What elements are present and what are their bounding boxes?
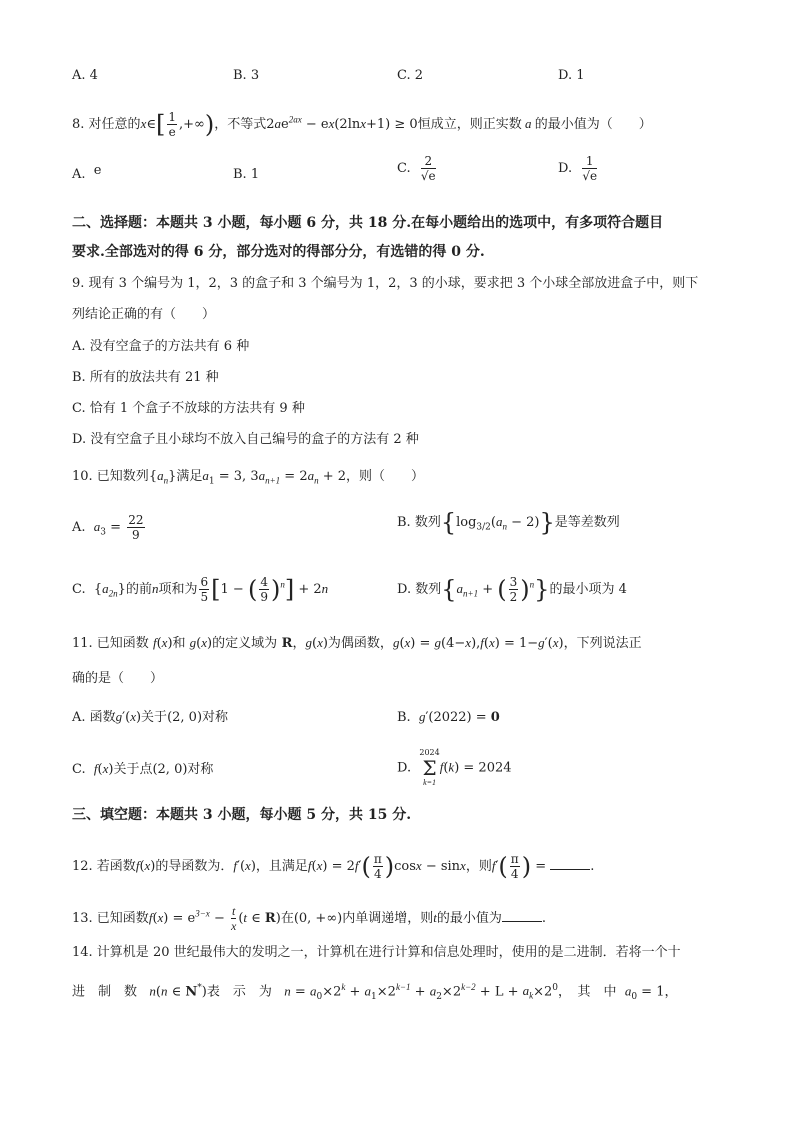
q9-option-b: B. 所有的放法共有 21 种 [72, 370, 219, 385]
section2-heading-line1: 二、选择题：本题共 3 小题，每小题 6 分，共 18 分.在每小题给出的选项中，有多项符合题目 [72, 215, 664, 231]
q11-option-c: C. f(x)关于点(2, 0)对称 [72, 761, 214, 777]
q8-option-c: C. $\frac{2}{√e}$ [397, 154, 436, 183]
q9-stem-line2: 列结论正确的有（ ） [72, 307, 216, 322]
q10-option-a: A. $a_3$ = $\frac{22}{9}$ [72, 513, 144, 542]
q8-option-a: A. e [72, 163, 102, 182]
q14-stem-line1: 14. 计算机是 20 世纪最伟大的发明之一，计算机在进行计算和信息处理时，使用的是二进制．若将一个十 [72, 945, 681, 960]
q7-option-b: B. 3 [233, 68, 260, 83]
q7-option-d: D. 1 [558, 68, 585, 83]
q14-stem-line2: 进 制 数 n(n ∈ N*)表 示 为 $n = a_0\times 2^k + a_1\times 2^{k-1} + a_2\times 2^{k-2} + L + a_k\times 2^0$， 其 中 $a_0 = 1$， [72, 982, 678, 1002]
section2-heading-line2: 要求.全部选对的得 6 分，部分选对的得部分分，有选错的得 0 分. [72, 244, 485, 260]
q11-stem-line1: 11. 已知函数 f(x)和 g(x)的定义域为 R，g(x)为偶函数，g(x) = g(4−x),f(x) = 1−g′(x)，下列说法正 [72, 635, 642, 651]
q11-option-b: B. g′(2022) = 0 [397, 709, 500, 725]
q10-option-c: C. $\{a_{2n}\}$的前n项和为 $\frac{6}{5}$ [1 − ( $\frac{4}{9}$ )$^n$] + 2n [72, 575, 329, 604]
q13-answer-blank[interactable] [502, 909, 542, 922]
q11-option-d: D. 2024 Σ k=1 f(k) = 2024 [397, 748, 512, 787]
q8-stem: 8. 对任意的x∈[ $\frac{1}{e}$ ,+∞)，不等式$2ae^{2ax} - ex(2\ln x+1) \ge 0$恒成立，则正实数 a 的最小值为（ ） [72, 110, 652, 139]
q10-stem: 10. 已知数列$\{a_n\}$满足$a_1 = 3$, $3a_{n+1} = 2a_n + 2$，则（ ） [72, 468, 425, 487]
q8-option-d: D. $\frac{1}{√e}$ [558, 154, 598, 183]
q9-option-c: C. 恰有 1 个盒子不放球的方法共有 9 种 [72, 401, 305, 416]
q10-option-d: D. 数列{$a_{n+1}$ + ( $\frac{3}{2}$ )$^n$}的最小项为 4 [397, 575, 627, 604]
q7-option-a: A. 4 [72, 68, 98, 83]
q12-answer-blank[interactable] [550, 857, 590, 870]
q11-option-a: A. 函数g′(x)关于(2, 0)对称 [72, 709, 229, 725]
q13-stem: 13. 已知函数$f(x) = e^{3-x}$ − $\frac{t}{x}$ (t ∈ R)在(0, +∞)内单调递增，则t的最小值为 . [72, 904, 547, 933]
q9-option-d: D. 没有空盒子且小球均不放入自己编号的盒子的方法有 2 种 [72, 432, 419, 447]
q12-stem: 12. 若函数f(x)的导函数为．f′(x)，且满足f(x) = 2f′( $\frac{\pi}{4}$ )cosx − sinx，则f′( $\frac{\pi}{4}$ ) = . [72, 852, 595, 881]
q8-option-b: B. 1 [233, 167, 260, 182]
q10-option-b: B. 数列$\{\log_{3/2}(a_n - 2)\}$是等差数列 [397, 508, 620, 537]
section3-heading: 三、填空题：本题共 3 小题，每小题 5 分，共 15 分. [72, 807, 412, 823]
q9-option-a: A. 没有空盒子的方法共有 6 种 [72, 339, 250, 354]
q7-option-c: C. 2 [397, 68, 424, 83]
q11-stem-line2: 确的是（ ） [72, 671, 164, 686]
q9-stem-line1: 9. 现有 3 个编号为 1，2，3 的盒子和 3 个编号为 1，2，3 的小球，要求把 3 个小球全部放进盒子中，则下 [72, 276, 699, 291]
